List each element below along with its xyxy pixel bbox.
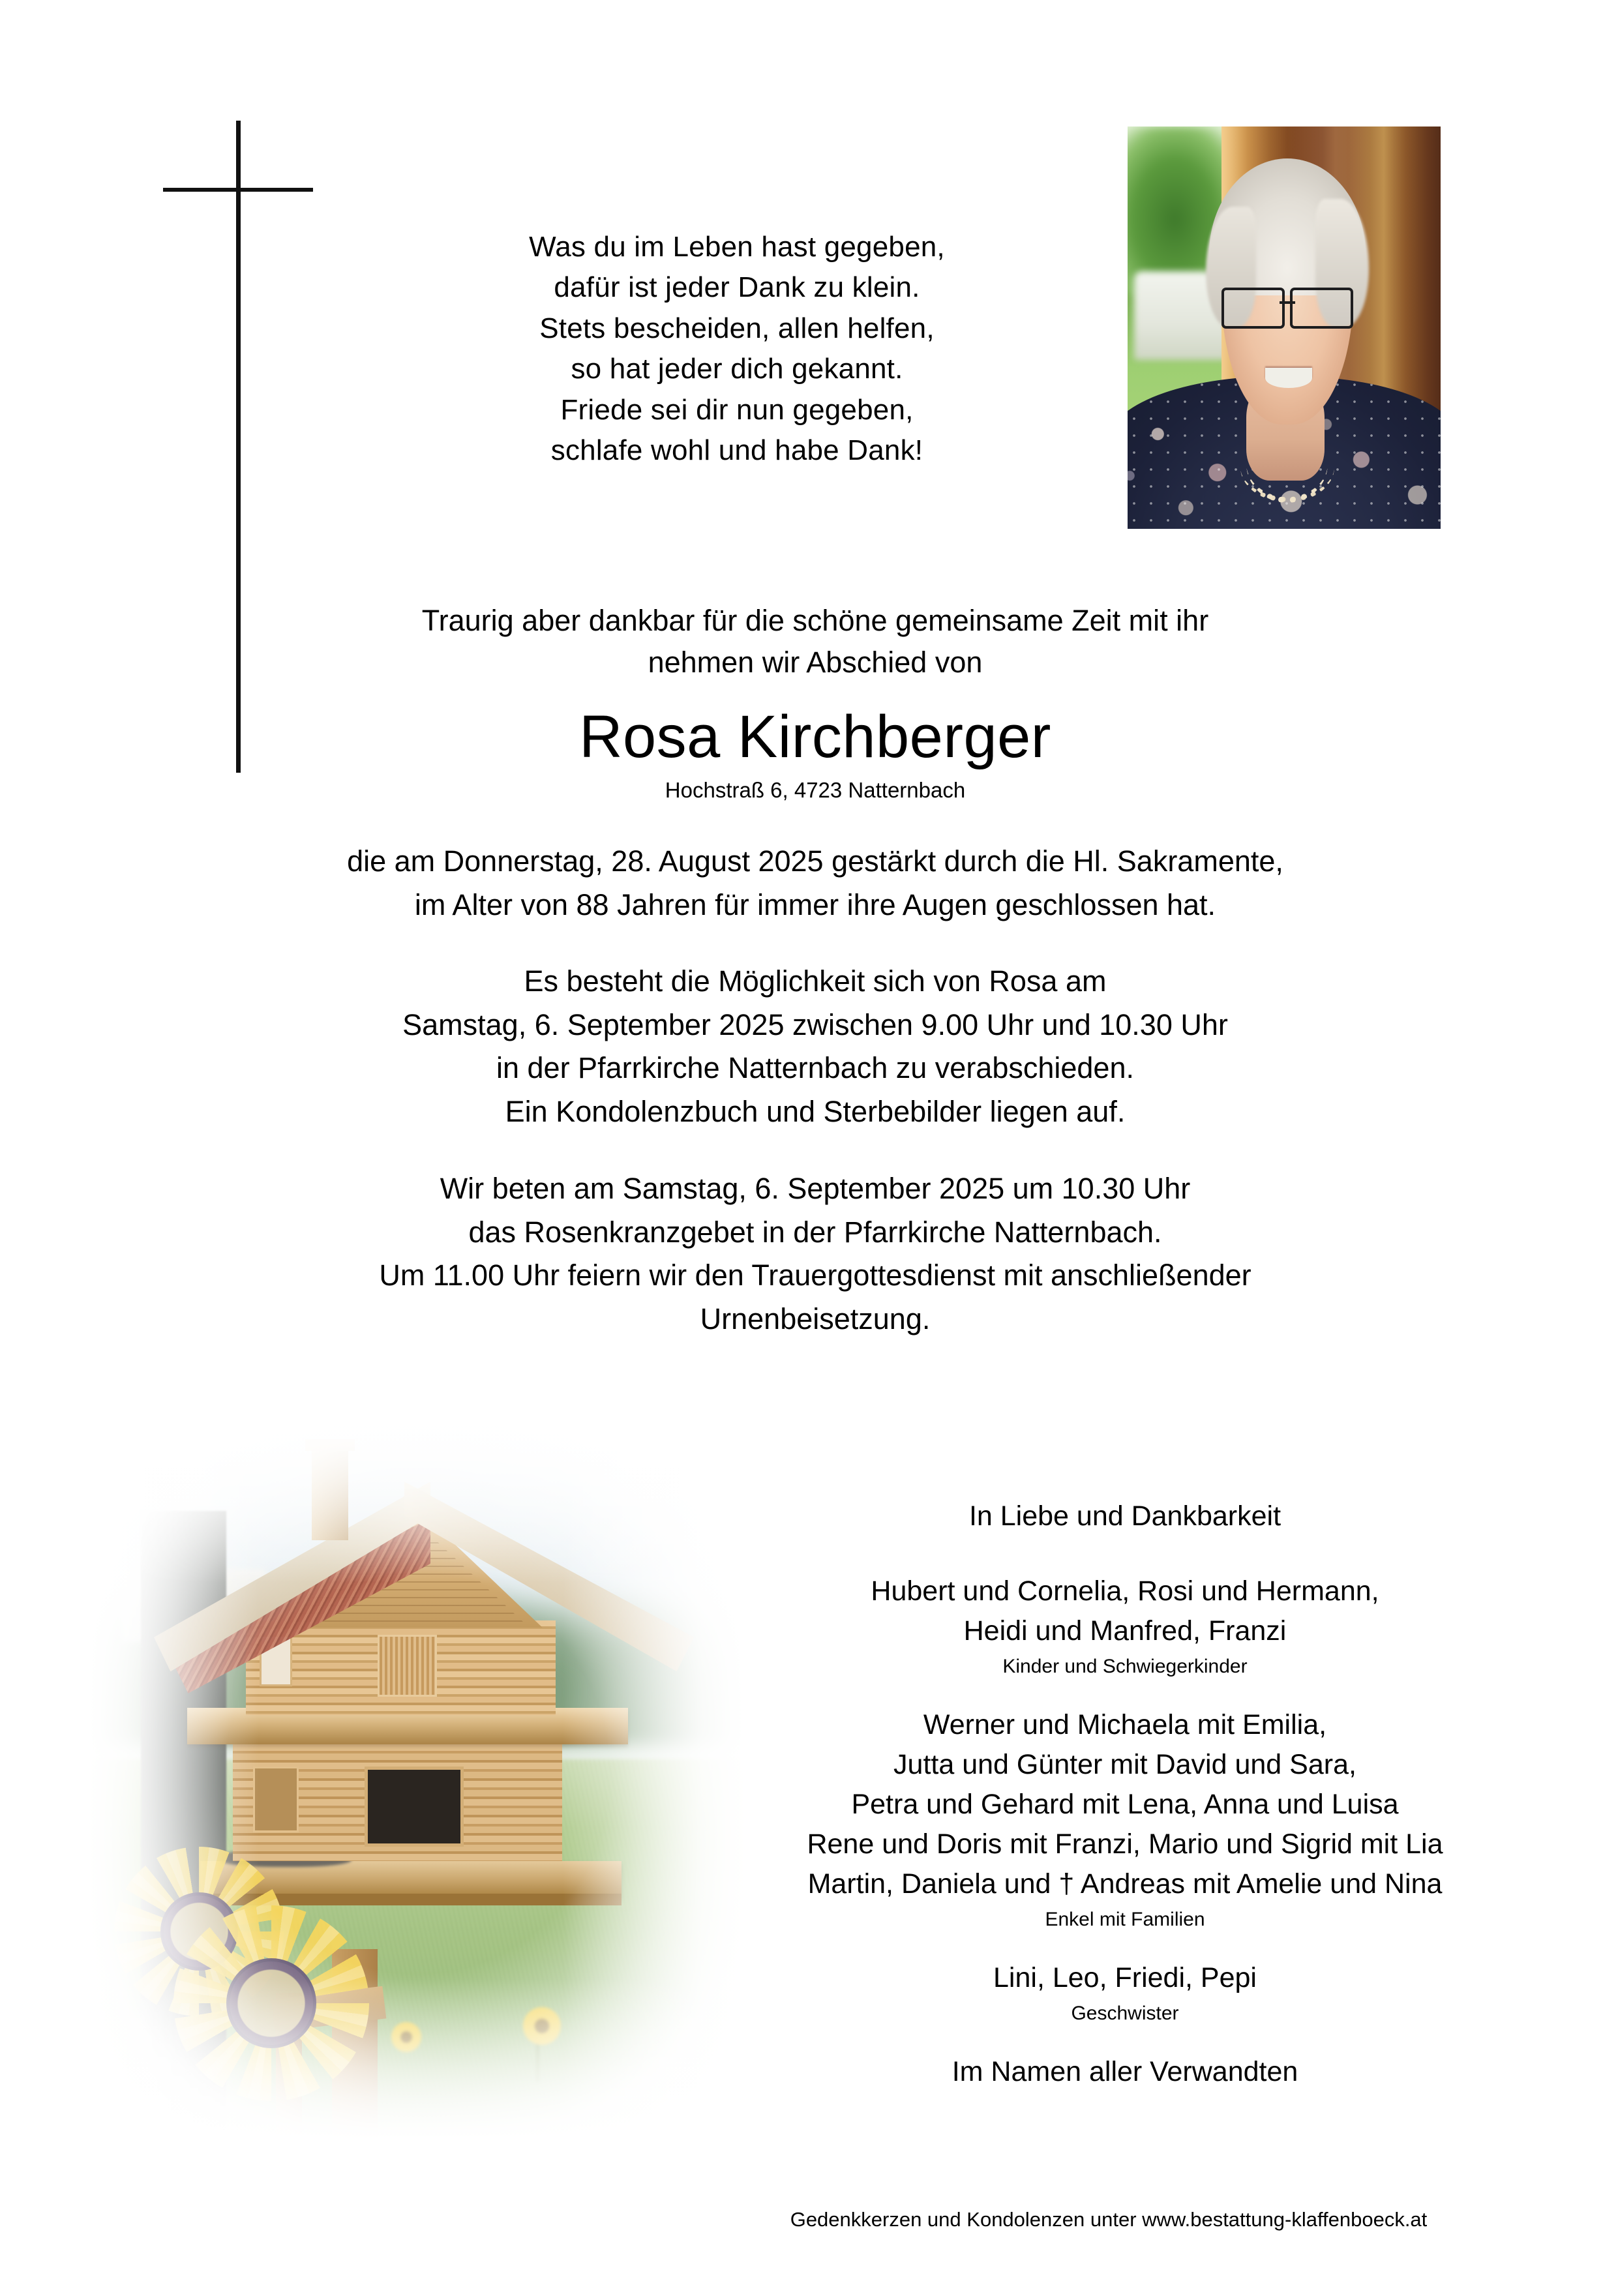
- family-group-caption: Geschwister: [1071, 2003, 1179, 2025]
- intro-line: Traurig aber dankbar für die schöne gemeinsame Zeit mit ihr: [421, 604, 1209, 637]
- service-info-line: Wir beten am Samstag, 6. September 2025 um 10.30 Uhr: [440, 1172, 1191, 1205]
- family-name-line: Lini, Leo, Friedi, Pepi: [993, 1962, 1257, 1994]
- photo-lens-left: [1221, 288, 1285, 329]
- viewing-info-line: Ein Kondolenzbuch und Sterbebilder liegen auf.: [505, 1094, 1126, 1128]
- poem-line: Stets bescheiden, allen helfen,: [539, 312, 935, 344]
- service-info-line: Um 11.00 Uhr feiern wir den Trauergottesdienst mit anschließender: [379, 1259, 1251, 1292]
- deceased-address: Hochstraß 6, 4723 Natternbach: [665, 778, 966, 802]
- deceased-name: Rosa Kirchberger: [579, 704, 1051, 770]
- family-name-line: Heidi und Manfred, Franzi: [963, 1615, 1287, 1647]
- spacer: [691, 1932, 1559, 1958]
- photo-glasses-bridge: [1280, 301, 1295, 304]
- scene-edge-fade: [88, 1409, 747, 2139]
- death-info-line: im Alter von 88 Jahren für immer ihre Augen geschlossen hat.: [414, 887, 1216, 921]
- photo-pearl-necklace: [1246, 425, 1328, 503]
- family-name-line: Hubert und Cornelia, Rosi und Hermann,: [871, 1575, 1379, 1607]
- intro-text: [280, 600, 1350, 683]
- poem-line: Was du im Leben hast gegeben,: [529, 231, 945, 263]
- spacer: [691, 2026, 1559, 2052]
- poem-line: dafür ist jeder Dank zu klein.: [554, 271, 920, 304]
- birdhouse-photo: [88, 1409, 747, 2139]
- death-info-line: die am Donnerstag, 28. August 2025 gestärkt durch die Hl. Sakramente,: [347, 844, 1283, 878]
- spacer: [691, 1536, 1559, 1572]
- death-information: [196, 840, 1435, 927]
- photo-smile: [1265, 368, 1312, 388]
- photo-lens-right: [1290, 288, 1353, 329]
- family-group-caption: Enkel mit Familien: [1045, 1909, 1205, 1931]
- family-name-line: Petra und Gehard mit Lena, Anna und Luisa: [851, 1789, 1399, 1821]
- family-group-caption: Kinder und Schwiegerkinder: [1002, 1656, 1248, 1678]
- family-heading: In Liebe und Dankbarkeit: [968, 1500, 1281, 1532]
- photo-eyeglasses: [1221, 288, 1353, 324]
- service-info-line: das Rosenkranzgebet in der Pfarrkirche Natternbach.: [468, 1215, 1162, 1249]
- viewing-information: [261, 960, 1370, 1133]
- family-section: [691, 1497, 1559, 2092]
- family-name-line: Martin, Daniela und † Andreas mit Amelie und Nina: [807, 1868, 1443, 1900]
- poem-line: so hat jeder dich gekannt.: [571, 353, 903, 385]
- viewing-info-line: Samstag, 6. September 2025 zwischen 9.00 Uhr und 10.30 Uhr: [402, 1007, 1228, 1041]
- family-name-line: Jutta und Günter mit David und Sara,: [893, 1749, 1356, 1781]
- family-name-line: Werner und Michaela mit Emilia,: [923, 1709, 1327, 1741]
- poem-line: Friede sei dir nun gegeben,: [560, 393, 914, 426]
- memorial-poem: [391, 227, 1083, 471]
- viewing-info-line: in der Pfarrkirche Natternbach zu verabschieden.: [496, 1051, 1134, 1085]
- spacer: [691, 1679, 1559, 1705]
- poem-line: schlafe wohl und habe Dank!: [550, 434, 923, 467]
- cross-horizontal-bar: [163, 188, 313, 192]
- service-information: [248, 1167, 1383, 1341]
- service-info-line: Urnenbeisetzung.: [700, 1302, 931, 1335]
- viewing-info-line: Es besteht die Möglichkeit sich von Rosa am: [524, 964, 1107, 998]
- portrait-photo-of-deceased: [1128, 127, 1441, 529]
- family-name-line: Rene und Doris mit Franzi, Mario und Sigrid mit Lia: [807, 1828, 1443, 1860]
- footer-note: Gedenkkerzen und Kondolenzen unter www.bestattung-klaffenboeck.at: [790, 2208, 1428, 2231]
- family-closing-line: Im Namen aller Verwandten: [951, 2056, 1298, 2088]
- cross-vertical-bar: [236, 121, 241, 773]
- intro-line: nehmen wir Abschied von: [648, 645, 983, 679]
